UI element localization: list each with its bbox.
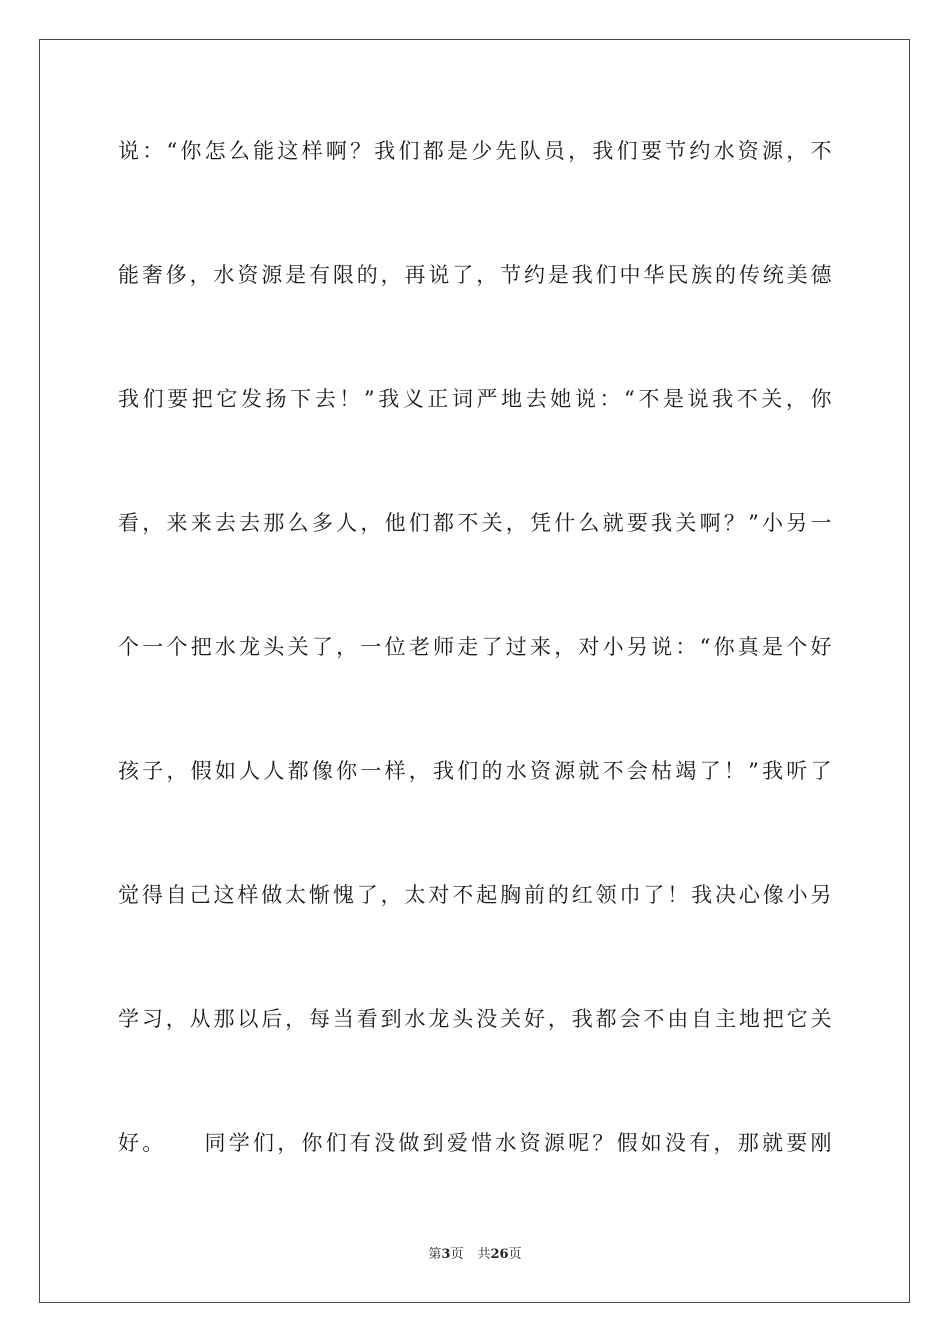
text-line-2: 能奢侈，水资源是有限的，再说了，节约是我们中华民族的传统美德	[118, 263, 832, 287]
text-line-7: 觉得自己这样做太惭愧了，太对不起胸前的红领巾了！我决心像小另	[118, 883, 832, 907]
page-border	[39, 39, 910, 1303]
text-line-8: 学习，从那以后，每当看到水龙头没关好，我都会不由自主地把它关	[118, 1007, 832, 1031]
page-footer	[0, 1246, 950, 1264]
total-suffix: 页	[508, 1247, 522, 1262]
text-line-1: 说：“你怎么能这样啊？我们都是少先队员，我们要节约水资源，不	[118, 139, 832, 163]
text-line-9: 好。 同学们，你们有没做到爱惜水资源呢？假如没有，那就要刚	[118, 1131, 832, 1155]
current-page-number: 3	[441, 1247, 451, 1262]
text-line-3: 我们要把它发扬下去！”我义正词严地去她说：“不是说我不关，你	[118, 387, 832, 411]
page-prefix: 第	[428, 1247, 442, 1262]
total-prefix: 共	[477, 1247, 491, 1262]
total-pages-number: 26	[490, 1247, 509, 1262]
text-line-5: 个一个把水龙头关了，一位老师走了过来，对小另说：“你真是个好	[118, 635, 832, 659]
text-line-4: 看，来来去去那么多人，他们都不关，凭什么就要我关啊？”小另一	[118, 511, 832, 535]
page-suffix: 页	[450, 1247, 464, 1262]
text-line-6: 孩子，假如人人都像你一样，我们的水资源就不会枯竭了！”我听了	[118, 759, 832, 783]
